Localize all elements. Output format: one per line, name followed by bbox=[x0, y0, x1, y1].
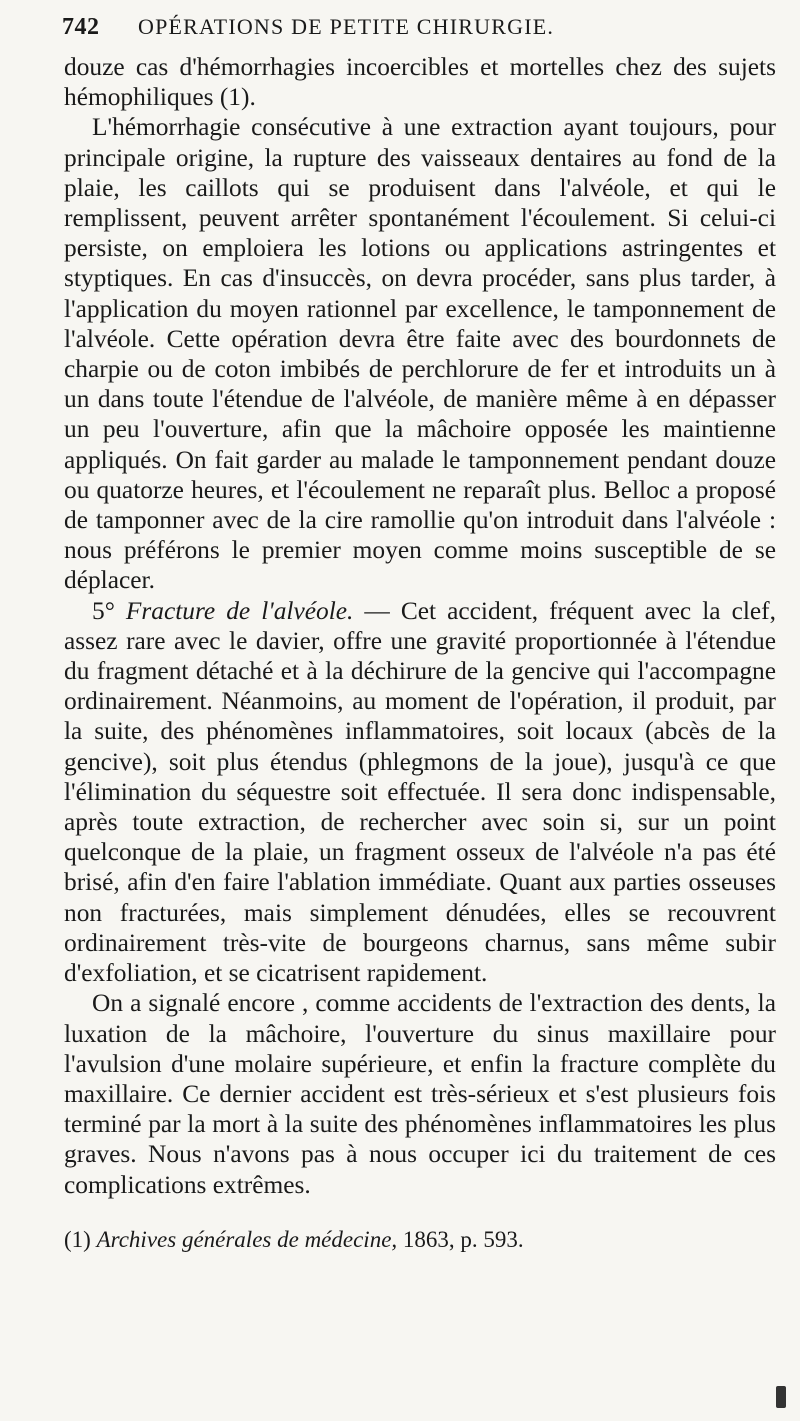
section-body: — Cet accident, fréquent avec la clef, assez rare avec le davier, offre une gravité proportionnée à l'étendue du fragment détaché et à la déchirure de la gencive qui l'accompagne ordinairement. Néanmoins, au moment de l'opération, il produit, par la suite, des phénomènes inflammatoires, soit locaux (abcès de la gencive), soit plus étendus (phlegmons de la joue), jusqu'à ce que l'élimination du séquestre soit effectuée. Il sera donc indispensable, après toute extraction, de rechercher avec soin si, sur un point quelconque de la plaie, un fragment osseux de l'alvéole n'a pas été brisé, afin d'en faire l'ablation immédiate. Quant aux parties osseuses non fracturées, mais simplement dénudées, elles se recouvrent ordinairement très-vite de bourgeons charnus, sans même subir d'exfoliation, et se cicatrisent rapidement. bbox=[64, 596, 776, 988]
scan-edge-mark bbox=[776, 1386, 786, 1408]
section-number: 5° bbox=[92, 596, 115, 625]
footnote-details: 1863, p. 593. bbox=[397, 1226, 524, 1252]
paragraph-continuation: douze cas d'hémorrhagies incoercibles et mortelles chez des sujets hémophiliques (1). bbox=[64, 53, 776, 112]
page-number: 742 bbox=[62, 14, 100, 40]
footnote-marker: (1) bbox=[64, 1226, 91, 1252]
paragraph-other-accidents: On a signalé encore , comme accidents de l'extraction des dents, la luxation de la mâchoire, l'ouverture du sinus maxillaire pour l'avulsion d'une molaire supérieure, et enfin la fracture complète du maxillaire. Ce dernier accident est très-sérieux et s'est plusieurs fois terminé par la mort à la suite des phénomènes inflammatoires les plus graves. Nous n'avons pas à nous occuper ici du traitement de ces complications extrêmes. bbox=[64, 989, 776, 1199]
section-heading: Fracture de l'alvéole. bbox=[125, 596, 354, 625]
running-header bbox=[62, 14, 776, 50]
paragraph-hemorrhage-treatment: L'hémorrhagie consécutive à une extraction ayant toujours, pour principale origine, la rupture des vaisseaux dentaires au fond de la plaie, les caillots qui se produisent dans l'alvéole, et qui le remplissent, peuvent arrêter spontanément l'écoulement. Si celui-ci persiste, on emploiera les lotions ou applications astringentes et styptiques. En cas d'insuccès, on devra procéder, sans plus tarder, à l'application du moyen rationnel par excellence, le tamponnement de l'alvéole. Cette opération devra être faite avec des bourdonnets de charpie ou de coton imbibés de perchlorure de fer et introduits un à un dans toute l'étendue de l'alvéole, de manière même à en dépasser un peu l'ouverture, afin que la mâchoire opposée les maintienne appliqués. On fait garder au malade le tamponnement pendant douze ou quatorze heures, et l'écoulement ne reparaît plus. Belloc a proposé de tamponner avec de la cire ramollie qu'on introduit dans l'alvéole : nous préférons le premier moyen comme moins susceptible de se déplacer. bbox=[64, 113, 776, 595]
body-text bbox=[64, 52, 776, 1200]
paragraph-alveolus-fracture bbox=[64, 596, 776, 989]
footnote bbox=[64, 1226, 776, 1254]
footnote-source: Archives générales de médecine, bbox=[96, 1226, 398, 1252]
running-title: OPÉRATIONS DE PETITE CHIRURGIE. bbox=[138, 14, 555, 39]
